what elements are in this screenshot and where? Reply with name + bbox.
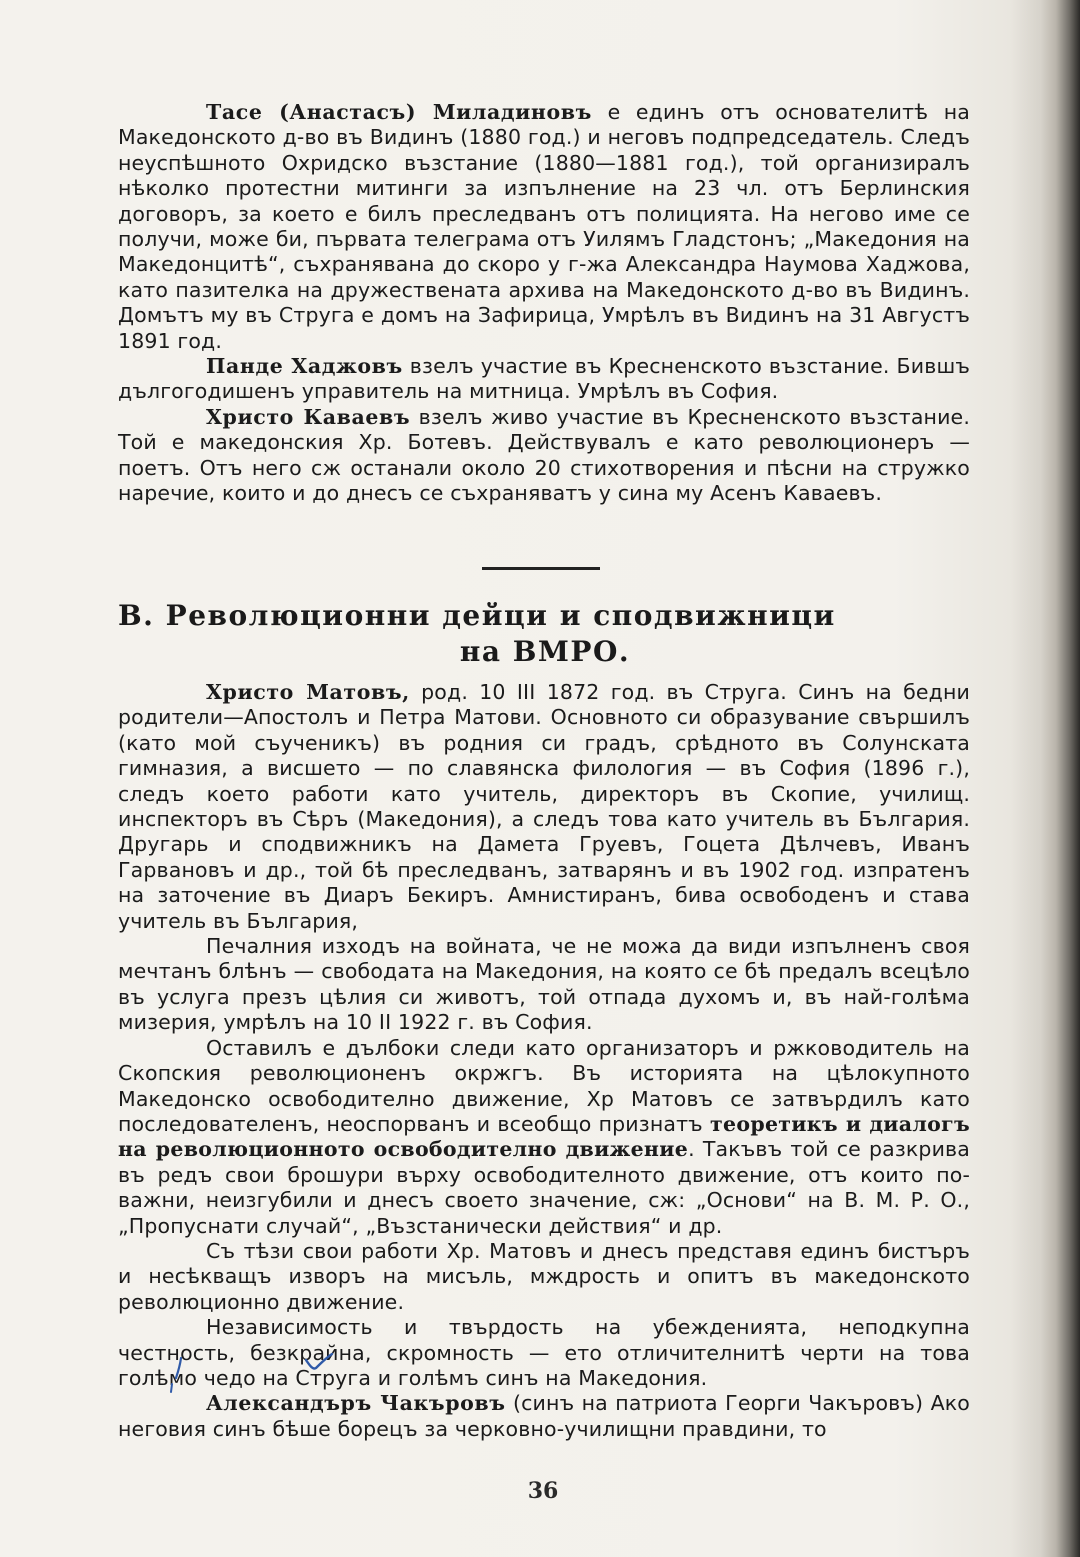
person-name: Христо Матовъ, xyxy=(206,680,410,704)
paragraph-body: Оставилъ е дълбоки следи като организаторъ и ржководитель на Скопския революционенъ окржгъ. Въ историята на цѣлокупното Македонско освободително движение, Хр Матовъ се затвърдилъ като последователенъ, неоспорванъ и всеобщо признатъ xyxy=(118,1035,970,1136)
paragraph-body: (синъ на патриота Георги Чакъровъ) Ако неговия синъ бѣше борецъ за черковно-училищни правдини, то xyxy=(118,1391,970,1441)
paragraph-pande-hadzhov xyxy=(118,354,970,405)
person-name: Тасе (Анастасъ) Миладиновъ xyxy=(206,100,592,124)
emphasis-text: теоретикъ и диалогъ на революционното освободително движение xyxy=(118,1111,971,1162)
paragraph-body: . Такъвъ той се разкрива въ редъ свои брошури върху освободителното движение, отъ които по-важни, неизгубили и днесъ своето значение, сж: „Основи“ на В. М. Р. О., „Пропуснати случай“, „Възстанически действия“ и др. xyxy=(118,1137,970,1238)
pen-comma-mark xyxy=(176,1358,181,1378)
section-divider xyxy=(482,567,600,570)
paragraph-hristo-matov xyxy=(118,680,970,934)
paragraph-body: взелъ участие въ Кресненското възстание. Бившъ дългогодишенъ управитель на митница. Умрѣлъ въ София. xyxy=(118,354,970,404)
heading-line-2: на ВМРО. xyxy=(459,635,631,668)
pen-annotation-marks xyxy=(140,1340,340,1400)
paragraph-body: взелъ живо участие въ Кресненското възстание. Той е македонския Хр. Ботевъ. Действувалъ е като революционеръ — поетъ. Отъ него сж останали около 20 стихотворения и пѣсни на стружко наречие, които и до днесъ се съхраняватъ у сина му Асенъ Каваевъ. xyxy=(118,404,970,506)
person-name: Панде Хаджовъ xyxy=(206,354,403,379)
heading-line-1: В. Революционни дейци и сподвижници xyxy=(118,599,836,632)
section-1-text xyxy=(118,100,970,507)
paragraph-hristo-kavaev xyxy=(118,405,970,507)
section-heading xyxy=(110,598,980,670)
paragraph-body: е единъ отъ основателитѣ на Македонското д-во въ Видинъ (1880 год.) и неговъ подпредседатель. Следъ неуспѣшното Охридско възстание (1880—1881 год.), той организиралъ нѣколко протестни митинги за изпълнение на 23 чл. отъ Берлинския договоръ, за което е билъ преследванъ отъ полицията. На негово име се получи, може би, първата телеграма отъ Уилямъ Гладстонъ; „Македония на Македонцитѣ“, съхранявана до скоро у г-жа Александра Наумова Хаджова, като пазителка на дружествената архива на Македонското д-во въ Видинъ. Домътъ му въ Струга е домъ на Зафирица, Умрѣлъ въ Видинъ на 31 Августъ 1891 год. xyxy=(118,100,970,353)
page-number: 36 xyxy=(527,1478,559,1504)
paragraph-works: Съ тѣзи свои работи Хр. Матовъ и днесъ представя единъ бистъръ и несѣкващъ изворъ на мисъль, мждрость и опитъ въ македонското революционно движение. xyxy=(118,1238,970,1314)
book-spine-shadow xyxy=(1040,0,1080,1557)
person-name: Христо Каваевъ xyxy=(206,404,411,429)
paragraph-body: род. 10 III 1872 год. въ Струга. Синъ на бедни родители—Апостолъ и Петра Матови. Основното си образувание свършилъ (като мой съученикъ) въ родния си градъ, срѣдното въ Солунската гимназия, а висшето — по славянска филология — въ София (1896 г.), следъ което работи като учитель, директоръ въ Скопие, училищ. инспекторъ въ Сѣръ (Македония), а следъ това като учитель въ България. Другарь и сподвижникъ на Дамета Груевъ, Гоцета Дѣлчевъ, Иванъ Гарвановъ и др., той бѣ преследванъ, затварянъ и въ 1902 год. изпратенъ на заточение въ Диаръ Бекиръ. Амнистиранъ, бива освободенъ и става учитель въ България, xyxy=(118,680,971,933)
person-name: Александъръ Чакъровъ xyxy=(206,1391,506,1416)
pen-tick-mark xyxy=(171,1384,172,1392)
paragraph-legacy xyxy=(118,1036,970,1239)
section-2-text xyxy=(118,680,970,1442)
paragraph-war-outcome: Печалния изходъ на войната, че не можа да види изпълненъ своя мечтанъ блѣнъ — свободата на Македония, на която се бѣ предалъ всецѣло въ услуга презъ цѣлия си животъ, той отпада духомъ и, въ най-голѣма мизерия, умрѣлъ на 10 II 1922 г. въ София. xyxy=(118,934,970,1035)
paragraph-virtues: Независимость и твърдость на убежденията, неподкупна честность, безкрайна, скромность — ето отличителнитѣ черти на това голѣмо чедо на Струга и голѣмъ синъ на Македония. xyxy=(118,1315,970,1390)
pen-check-mark xyxy=(306,1354,332,1369)
paragraph-tase-miladinov xyxy=(118,100,970,354)
